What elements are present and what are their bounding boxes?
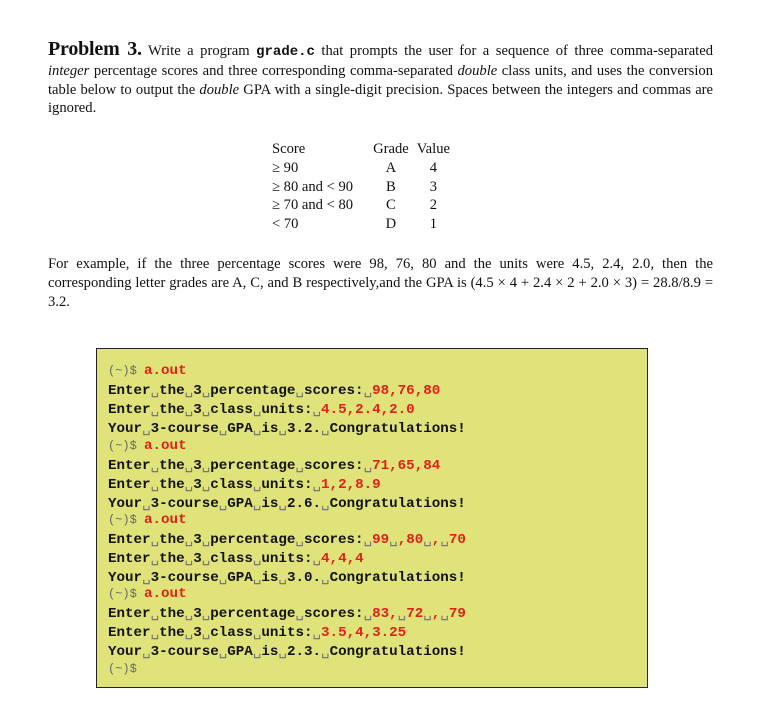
- result-suffix: .␣Congratulations!: [312, 644, 466, 660]
- result-suffix: .␣Congratulations!: [312, 570, 466, 586]
- scores-line: [108, 531, 466, 548]
- visible-space: ␣: [363, 458, 373, 474]
- gpa-value: 3.2: [286, 421, 313, 437]
- result-line: [108, 569, 466, 586]
- visible-space: ␣: [184, 551, 194, 567]
- row-score: ≥ 80 and < 90: [272, 178, 354, 195]
- gpa-value: 3.0: [286, 570, 313, 586]
- visible-space: ␣: [278, 421, 287, 437]
- terminal-box: [96, 348, 648, 688]
- final-prompt-line: [108, 661, 137, 677]
- visible-space: ␣: [184, 383, 194, 399]
- scores-input: 98,76,80: [372, 383, 441, 399]
- em-integer: integer: [48, 62, 90, 79]
- units-line: [108, 476, 381, 493]
- prompt: (~)$: [108, 587, 145, 601]
- visible-space: ␣: [363, 532, 373, 548]
- result-line: [108, 420, 466, 437]
- visible-space: ␣: [321, 496, 330, 512]
- visible-space: ␣: [278, 644, 287, 660]
- visible-space: ␣: [321, 644, 330, 660]
- scores-line: [108, 605, 466, 622]
- row-grade: B: [386, 178, 396, 195]
- visible-space: ␣: [278, 570, 287, 586]
- visible-space: ␣: [252, 402, 262, 418]
- visible-space: ␣: [201, 625, 211, 641]
- units-label: Enter␣the␣3␣class␣units:␣: [108, 477, 322, 493]
- visible-space: ␣: [201, 551, 211, 567]
- terminal-prompt-line: [108, 512, 187, 528]
- row-grade: D: [385, 216, 397, 233]
- header-score: Score: [272, 141, 306, 157]
- final-prompt: (~)$: [108, 662, 137, 676]
- scores-input: 83,␣72␣,␣79: [372, 606, 466, 622]
- result-prefix: Your␣3-course␣GPA␣is␣: [108, 496, 287, 512]
- row-value: 2: [429, 197, 438, 214]
- row-value: 1: [429, 216, 438, 233]
- result-prefix: Your␣3-course␣GPA␣is␣: [108, 421, 287, 437]
- visible-space: ␣: [440, 606, 449, 622]
- result-line: [108, 643, 466, 660]
- units-line: [108, 624, 406, 641]
- table-row: [268, 215, 454, 234]
- command: a.out: [144, 363, 187, 379]
- table-header-row: [268, 140, 454, 159]
- result-prefix: Your␣3-course␣GPA␣is␣: [108, 570, 287, 586]
- visible-space: ␣: [184, 606, 194, 622]
- visible-space: ␣: [295, 383, 304, 399]
- visible-space: ␣: [252, 477, 262, 493]
- visible-space: ␣: [218, 570, 228, 586]
- prompt: (~)$: [108, 364, 145, 378]
- units-label: Enter␣the␣3␣class␣units:␣: [108, 625, 322, 641]
- visible-space: ␣: [201, 477, 211, 493]
- terminal-prompt-line: [108, 438, 187, 454]
- visible-space: ␣: [201, 532, 211, 548]
- visible-space: ␣: [363, 606, 373, 622]
- gpa-value: 2.3: [286, 644, 313, 660]
- visible-space: ␣: [142, 570, 151, 586]
- scores-label: Enter␣the␣3␣percentage␣scores:␣: [108, 383, 373, 399]
- units-label: Enter␣the␣3␣class␣units:␣: [108, 551, 322, 567]
- visible-space: ␣: [142, 644, 151, 660]
- terminal-prompt-line: [108, 586, 187, 602]
- units-input: 4.5,2.4,2.0: [321, 402, 415, 418]
- result-line: [108, 495, 466, 512]
- row-grade: A: [385, 159, 397, 176]
- table-row: [268, 196, 454, 215]
- conversion-table: [268, 140, 454, 234]
- scores-label: Enter␣the␣3␣percentage␣scores:␣: [108, 458, 373, 474]
- visible-space: ␣: [321, 570, 330, 586]
- visible-space: ␣: [252, 551, 262, 567]
- visible-space: ␣: [278, 496, 287, 512]
- visible-space: ␣: [295, 458, 304, 474]
- visible-space: ␣: [184, 458, 194, 474]
- visible-space: ␣: [218, 644, 228, 660]
- visible-space: ␣: [184, 625, 194, 641]
- scores-label: Enter␣the␣3␣percentage␣scores:␣: [108, 532, 373, 548]
- program-filename: grade.c: [256, 44, 315, 60]
- visible-space: ␣: [142, 421, 151, 437]
- table-row: [268, 178, 454, 197]
- visible-space: ␣: [150, 383, 160, 399]
- visible-space: ␣: [150, 477, 160, 493]
- row-score: ≥ 70 and < 80: [272, 197, 354, 214]
- gpa-value: 2.6: [286, 496, 313, 512]
- visible-space: ␣: [252, 421, 262, 437]
- visible-space: ␣: [252, 625, 262, 641]
- units-input: 3.5,4,3.25: [321, 625, 407, 641]
- visible-space: ␣: [252, 644, 262, 660]
- visible-space: ␣: [295, 532, 304, 548]
- scores-input: 99␣,80␣,␣70: [372, 532, 466, 548]
- visible-space: ␣: [440, 532, 449, 548]
- visible-space: ␣: [397, 606, 407, 622]
- visible-space: ␣: [363, 383, 373, 399]
- visible-space: ␣: [150, 402, 160, 418]
- visible-space: ␣: [218, 496, 228, 512]
- visible-space: ␣: [252, 496, 262, 512]
- row-grade: C: [386, 197, 396, 214]
- problem-statement: [48, 40, 713, 118]
- units-line: [108, 401, 415, 418]
- header-grade: Grade: [373, 141, 409, 157]
- units-input: 4,4,4: [321, 551, 364, 567]
- scores-line: [108, 382, 440, 399]
- table-row: [268, 159, 454, 178]
- visible-space: ␣: [150, 606, 160, 622]
- visible-space: ␣: [423, 606, 432, 622]
- units-input: 1,2,8.9: [321, 477, 381, 493]
- visible-space: ␣: [184, 477, 194, 493]
- visible-space: ␣: [142, 496, 151, 512]
- prompt: (~)$: [108, 439, 145, 453]
- row-score: < 70: [272, 216, 299, 233]
- visible-space: ␣: [201, 606, 211, 622]
- terminal-prompt-line: [108, 363, 187, 379]
- scores-input: 71,65,84: [372, 458, 441, 474]
- prompt: (~)$: [108, 513, 145, 527]
- problem-text-2: that prompts the user for a sequence of three comma-separated: [314, 43, 713, 59]
- row-value: 4: [429, 159, 438, 176]
- visible-space: ␣: [312, 551, 322, 567]
- visible-space: ␣: [150, 458, 160, 474]
- visible-space: ␣: [150, 532, 160, 548]
- row-score: ≥ 90: [272, 159, 299, 176]
- scores-line: [108, 457, 440, 474]
- result-suffix: .␣Congratulations!: [312, 421, 466, 437]
- problem-text-4: class units, and uses the conversion table below to output the: [48, 62, 713, 98]
- result-prefix: Your␣3-course␣GPA␣is␣: [108, 644, 287, 660]
- visible-space: ␣: [312, 477, 322, 493]
- problem-text-1: Write a program: [141, 43, 257, 59]
- command: a.out: [144, 438, 187, 454]
- visible-space: ␣: [321, 421, 330, 437]
- visible-space: ␣: [423, 532, 432, 548]
- visible-space: ␣: [295, 606, 304, 622]
- visible-space: ␣: [312, 402, 322, 418]
- row-value: 3: [429, 178, 438, 195]
- example-paragraph: For example, if the three percentage scores were 98, 76, 80 and the units were 4.5, 2.4, 2.0, then the corresponding letter grades are A, C, and B respectively,and the GPA is (4.5 × 4 + 2.4 × 2 + 2.0 × 3) = 28.8/8.9 = 3.2.: [48, 256, 713, 310]
- em-double-2: double: [199, 81, 240, 98]
- em-double: double: [457, 62, 498, 79]
- command: a.out: [144, 512, 187, 528]
- problem-text-5: GPA with a single-digit precision. Spaces between the integers and commas are ignored.: [48, 81, 714, 117]
- visible-space: ␣: [150, 551, 160, 567]
- command: a.out: [144, 586, 187, 602]
- units-label: Enter␣the␣3␣class␣units:␣: [108, 402, 322, 418]
- visible-space: ␣: [150, 625, 160, 641]
- result-suffix: .␣Congratulations!: [312, 496, 466, 512]
- units-line: [108, 550, 364, 567]
- visible-space: ␣: [218, 421, 228, 437]
- problem-heading: Problem 3.: [48, 38, 142, 60]
- problem-text-3: percentage scores and three corresponding comma-separated: [89, 62, 458, 79]
- visible-space: ␣: [184, 532, 194, 548]
- header-value: Value: [416, 141, 450, 157]
- visible-space: ␣: [184, 402, 194, 418]
- visible-space: ␣: [389, 532, 398, 548]
- visible-space: ␣: [201, 383, 211, 399]
- visible-space: ␣: [201, 458, 211, 474]
- visible-space: ␣: [312, 625, 322, 641]
- scores-label: Enter␣the␣3␣percentage␣scores:␣: [108, 606, 373, 622]
- visible-space: ␣: [252, 570, 262, 586]
- visible-space: ␣: [201, 402, 211, 418]
